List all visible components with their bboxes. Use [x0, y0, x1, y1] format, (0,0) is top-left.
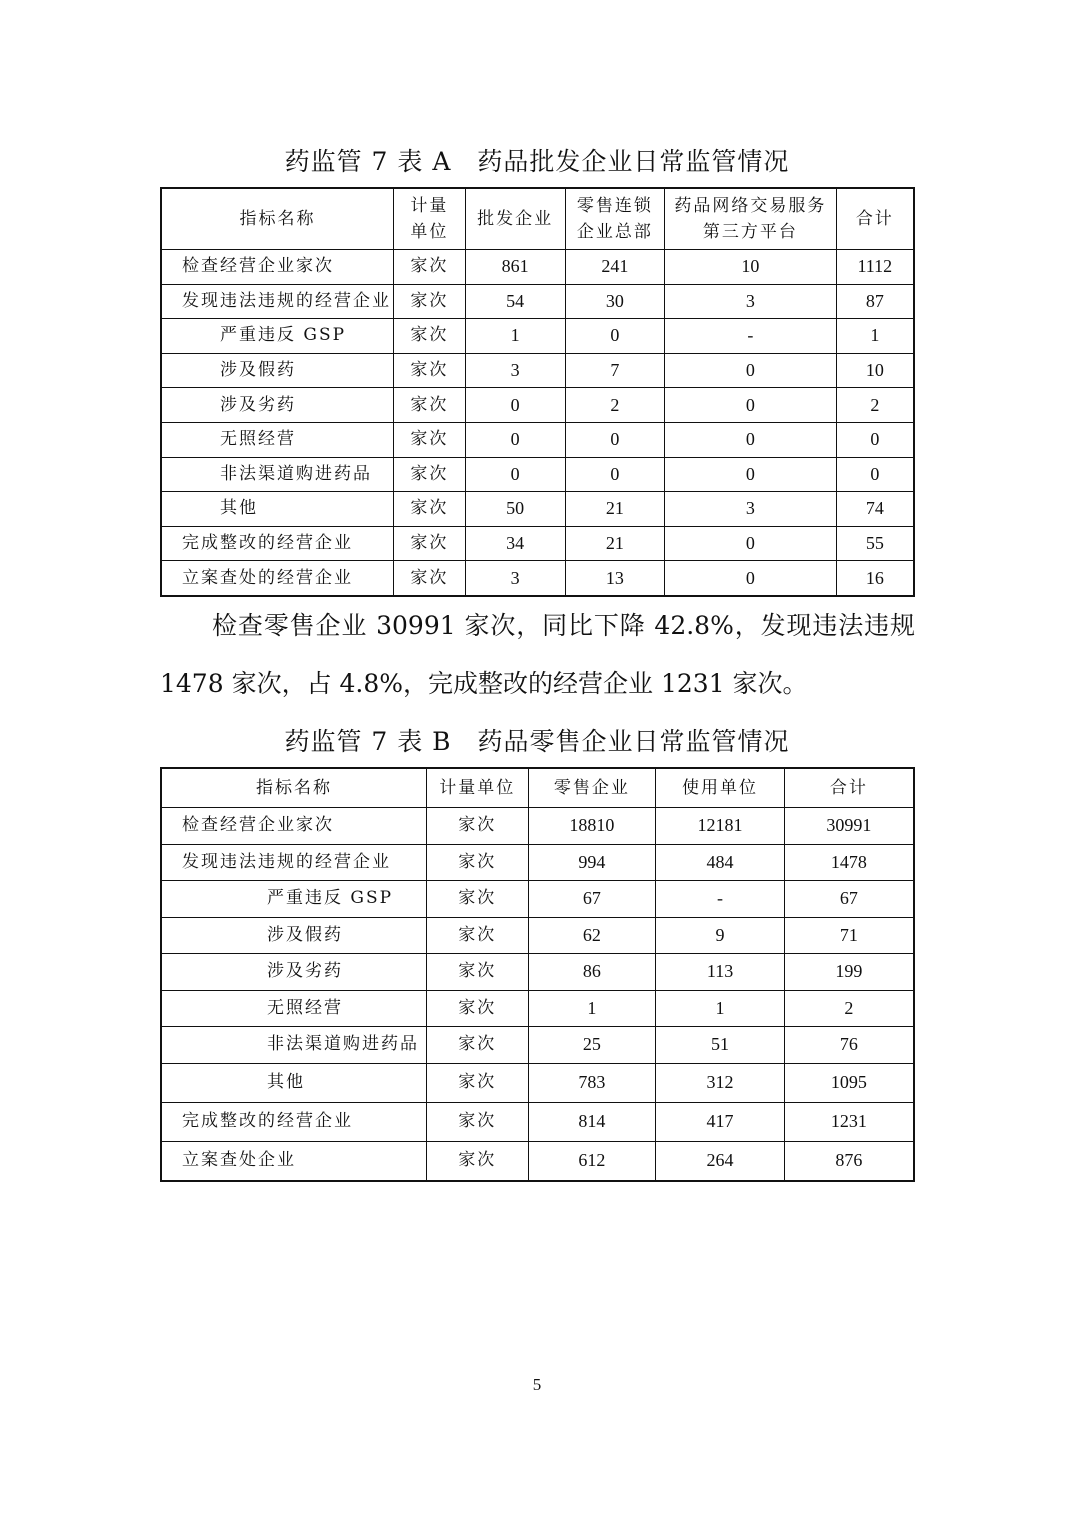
row-unit: 家次 — [426, 1063, 528, 1102]
cell-value: 13 — [565, 561, 665, 596]
cell-value: 0 — [465, 388, 565, 423]
page-number: 5 — [532, 1375, 542, 1394]
row-unit: 家次 — [393, 284, 465, 319]
cell-value: 21 — [565, 492, 665, 527]
cell-value: 0 — [565, 457, 665, 492]
cell-value: 18810 — [528, 808, 656, 845]
column-header: 药品网络交易服务 第三方平台 — [665, 188, 836, 250]
row-label: 完成整改的经营企业 — [161, 526, 393, 561]
row-unit: 家次 — [426, 1102, 528, 1141]
cell-value: 10 — [836, 353, 914, 388]
cell-value: 199 — [784, 954, 914, 991]
table-row — [161, 388, 914, 423]
cell-value: 1478 — [784, 844, 914, 881]
cell-value: 3 — [665, 284, 836, 319]
cell-value: 1 — [656, 990, 785, 1027]
row-label: 涉及假药 — [161, 917, 426, 954]
cell-value: - — [665, 319, 836, 354]
cell-value: 76 — [784, 1027, 914, 1064]
table-row — [161, 284, 914, 319]
table-row — [161, 561, 914, 596]
table-a-title: 药监管 7 表 A 药品批发企业日常监管情况 — [284, 147, 790, 176]
row-label: 无照经营 — [161, 422, 393, 457]
cell-value: - — [656, 881, 785, 918]
cell-value: 67 — [784, 881, 914, 918]
cell-value: 1 — [465, 319, 565, 354]
table-row — [161, 1027, 914, 1064]
row-unit: 家次 — [426, 1141, 528, 1181]
row-unit: 家次 — [426, 808, 528, 845]
cell-value: 30 — [565, 284, 665, 319]
cell-value: 0 — [465, 457, 565, 492]
cell-value: 62 — [528, 917, 656, 954]
row-unit: 家次 — [393, 492, 465, 527]
cell-value: 0 — [665, 457, 836, 492]
column-header: 指标名称 — [161, 768, 426, 808]
cell-value: 30991 — [784, 808, 914, 845]
row-label: 无照经营 — [161, 990, 426, 1027]
cell-value: 2 — [565, 388, 665, 423]
cell-value: 417 — [656, 1102, 785, 1141]
table-row — [161, 319, 914, 354]
cell-value: 25 — [528, 1027, 656, 1064]
row-unit: 家次 — [426, 1027, 528, 1064]
cell-value: 0 — [665, 526, 836, 561]
table-row — [161, 1102, 914, 1141]
cell-value: 87 — [836, 284, 914, 319]
row-unit: 家次 — [426, 844, 528, 881]
table-row — [161, 353, 914, 388]
cell-value: 1095 — [784, 1063, 914, 1102]
cell-value: 21 — [565, 526, 665, 561]
cell-value: 612 — [528, 1141, 656, 1181]
cell-value: 814 — [528, 1102, 656, 1141]
row-label: 立案查处企业 — [161, 1141, 426, 1181]
cell-value: 994 — [528, 844, 656, 881]
cell-value: 9 — [656, 917, 785, 954]
cell-value: 55 — [836, 526, 914, 561]
cell-value: 241 — [565, 250, 665, 285]
cell-value: 264 — [656, 1141, 785, 1181]
cell-value: 312 — [656, 1063, 785, 1102]
cell-value: 71 — [784, 917, 914, 954]
table-row — [161, 1141, 914, 1181]
column-header: 合计 — [784, 768, 914, 808]
cell-value: 0 — [665, 353, 836, 388]
cell-value: 12181 — [656, 808, 785, 845]
row-unit: 家次 — [393, 319, 465, 354]
cell-value: 7 — [565, 353, 665, 388]
column-header: 合计 — [836, 188, 914, 250]
table-row — [161, 250, 914, 285]
cell-value: 67 — [528, 881, 656, 918]
table-b-title: 药监管 7 表 B 药品零售企业日常监管情况 — [284, 727, 790, 756]
cell-value: 34 — [465, 526, 565, 561]
cell-value: 3 — [465, 353, 565, 388]
table-b — [160, 767, 915, 1182]
cell-value: 876 — [784, 1141, 914, 1181]
cell-value: 0 — [665, 388, 836, 423]
row-label: 非法渠道购进药品 — [161, 457, 393, 492]
column-header: 计量单位 — [426, 768, 528, 808]
cell-value: 0 — [565, 422, 665, 457]
row-label: 严重违反 GSP — [161, 319, 393, 354]
row-label: 发现违法违规的经营企业 — [161, 284, 393, 319]
cell-value: 1231 — [784, 1102, 914, 1141]
cell-value: 51 — [656, 1027, 785, 1064]
column-header: 使用单位 — [656, 768, 785, 808]
column-header: 指标名称 — [161, 188, 393, 250]
cell-value: 1 — [836, 319, 914, 354]
row-label: 检查经营企业家次 — [161, 250, 393, 285]
cell-value: 86 — [528, 954, 656, 991]
cell-value: 1 — [528, 990, 656, 1027]
cell-value: 10 — [665, 250, 836, 285]
table-row — [161, 954, 914, 991]
cell-value: 0 — [565, 319, 665, 354]
table-row — [161, 526, 914, 561]
row-label: 立案查处的经营企业 — [161, 561, 393, 596]
row-label: 完成整改的经营企业 — [161, 1102, 426, 1141]
row-unit: 家次 — [393, 561, 465, 596]
row-label: 发现违法违规的经营企业 — [161, 844, 426, 881]
row-unit: 家次 — [393, 526, 465, 561]
row-unit: 家次 — [393, 353, 465, 388]
row-label: 其他 — [161, 1063, 426, 1102]
column-header: 零售企业 — [528, 768, 656, 808]
table-row — [161, 881, 914, 918]
cell-value: 484 — [656, 844, 785, 881]
cell-value: 783 — [528, 1063, 656, 1102]
row-unit: 家次 — [393, 457, 465, 492]
row-label: 严重违反 GSP — [161, 881, 426, 918]
row-label: 涉及劣药 — [161, 954, 426, 991]
cell-value: 3 — [665, 492, 836, 527]
row-unit: 家次 — [426, 917, 528, 954]
row-label: 检查经营企业家次 — [161, 808, 426, 845]
column-header: 批发企业 — [465, 188, 565, 250]
summary-paragraph: 检查零售企业 30991 家次，同比下降 42.8%，发现违法违规 1478 家次，占 4.8%，完成整改的经营企业 1231 家次。 — [160, 611, 915, 698]
cell-value: 2 — [784, 990, 914, 1027]
table-a — [160, 187, 915, 597]
cell-value: 3 — [465, 561, 565, 596]
header-row — [161, 188, 914, 250]
cell-value: 0 — [665, 422, 836, 457]
table-row — [161, 844, 914, 881]
cell-value: 16 — [836, 561, 914, 596]
table-row — [161, 990, 914, 1027]
row-label: 涉及假药 — [161, 353, 393, 388]
cell-value: 113 — [656, 954, 785, 991]
cell-value: 1112 — [836, 250, 914, 285]
row-label: 非法渠道购进药品 — [161, 1027, 426, 1064]
table-row — [161, 492, 914, 527]
row-unit: 家次 — [393, 388, 465, 423]
cell-value: 0 — [665, 561, 836, 596]
cell-value: 0 — [836, 457, 914, 492]
cell-value: 2 — [836, 388, 914, 423]
cell-value: 50 — [465, 492, 565, 527]
row-unit: 家次 — [426, 954, 528, 991]
row-label: 涉及劣药 — [161, 388, 393, 423]
row-unit: 家次 — [426, 990, 528, 1027]
column-header: 零售连锁 企业总部 — [565, 188, 665, 250]
cell-value: 74 — [836, 492, 914, 527]
table-row — [161, 917, 914, 954]
table-row — [161, 808, 914, 845]
cell-value: 54 — [465, 284, 565, 319]
cell-value: 861 — [465, 250, 565, 285]
header-row — [161, 768, 914, 808]
column-header: 计量 单位 — [393, 188, 465, 250]
row-unit: 家次 — [393, 422, 465, 457]
row-unit: 家次 — [393, 250, 465, 285]
table-row — [161, 457, 914, 492]
row-label: 其他 — [161, 492, 393, 527]
table-row — [161, 422, 914, 457]
cell-value: 0 — [836, 422, 914, 457]
table-row — [161, 1063, 914, 1102]
cell-value: 0 — [465, 422, 565, 457]
row-unit: 家次 — [426, 881, 528, 918]
